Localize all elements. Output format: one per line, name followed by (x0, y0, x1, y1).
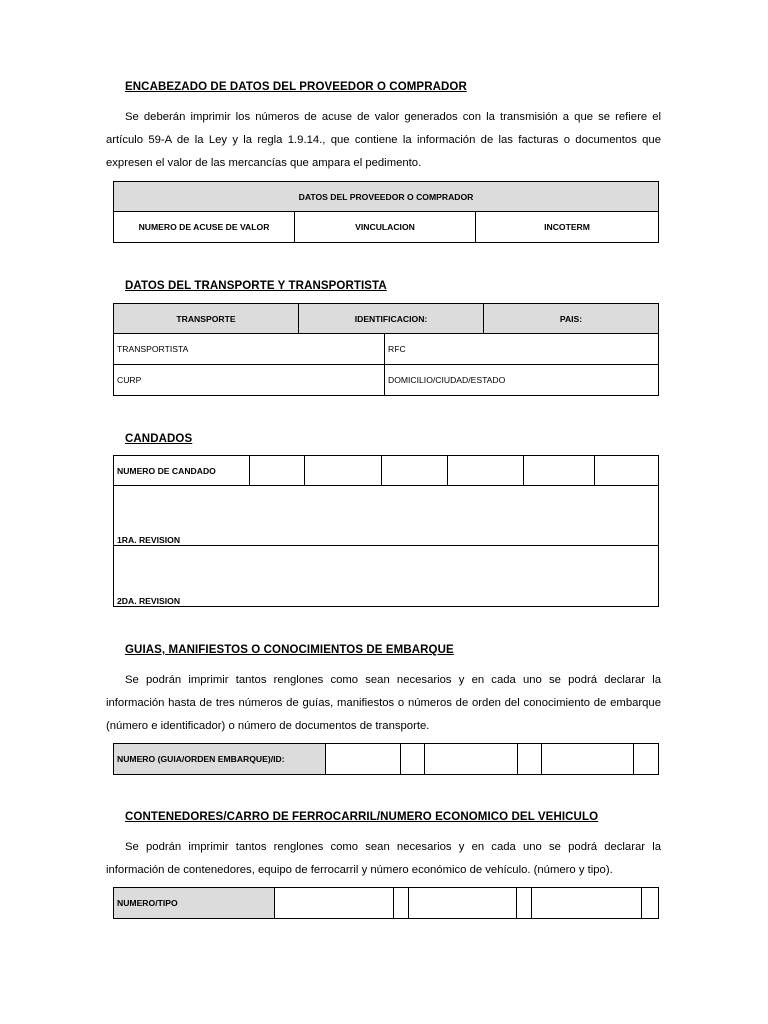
contenedor-cell-6 (642, 888, 659, 919)
candado-cell-5 (524, 456, 595, 486)
column-incoterm: INCOTERM (476, 212, 659, 243)
section-heading-transporte: DATOS DEL TRANSPORTE Y TRANSPORTISTA (125, 280, 387, 292)
candado-cell-1 (250, 456, 305, 486)
paragraph-text: Se podrán imprimir tantos renglones como sean necesarios y en cada uno se podrá declarar la información de contenedores, equipo de ferrocarril y número económico de vehículo. (número y tipo). (106, 841, 661, 876)
guia-cell-5 (542, 744, 634, 775)
paragraph-text: Se deberán imprimir los números de acuse de valor generados con la transmisión a que se refiere el artículo 59-A de la Ley y la regla 1.9.14., que contiene la información de las facturas o documentos que expresen el valor de las mercancías que ampara el pedimento. (106, 111, 661, 169)
guia-cell-1 (326, 744, 401, 775)
table-title: DATOS DEL PROVEEDOR O COMPRADOR (114, 182, 659, 212)
candado-cell-6 (595, 456, 659, 486)
column-vinculacion: VINCULACION (295, 212, 476, 243)
paragraph-acuse-valor (106, 106, 661, 175)
table-guias (113, 743, 659, 775)
guia-cell-3 (425, 744, 518, 775)
section-heading-candados: CANDADOS (125, 433, 193, 445)
label-numero-tipo: NUMERO/TIPO (114, 888, 275, 919)
label-numero-candado: NUMERO DE CANDADO (114, 456, 250, 486)
section-heading-proveedor: ENCABEZADO DE DATOS DEL PROVEEDOR O COMPRADOR (125, 81, 467, 93)
table-proveedor-comprador (113, 181, 659, 243)
candado-cell-3 (382, 456, 448, 486)
guia-cell-6 (634, 744, 659, 775)
candado-cell-2 (305, 456, 382, 486)
label-primera-revision: 1RA. REVISION (114, 486, 659, 546)
table-candados (113, 455, 659, 607)
contenedor-cell-4 (517, 888, 532, 919)
paragraph-text: Se podrán imprimir tantos renglones como sean necesarios y en cada uno se podrá declarar la información hasta de tres números de guías, manifiestos o números de orden del conocimiento de embarque (número e identificador) o número de documentos de transporte. (106, 674, 661, 732)
candado-cell-4 (448, 456, 524, 486)
paragraph-guias (106, 669, 661, 738)
contenedor-cell-2 (394, 888, 409, 919)
header-pais: PAIS: (484, 304, 659, 334)
contenedor-cell-1 (275, 888, 394, 919)
section-heading-contenedores: CONTENEDORES/CARRO DE FERROCARRIL/NUMERO ECONOMICO DEL VEHICULO (125, 811, 599, 823)
guia-cell-2 (401, 744, 425, 775)
label-numero-guia: NUMERO (GUIA/ORDEN EMBARQUE)/ID: (114, 744, 326, 775)
field-transportista: TRANSPORTISTA (114, 334, 385, 365)
field-rfc: RFC (385, 334, 659, 365)
header-transporte: TRANSPORTE (114, 304, 299, 334)
field-domicilio: DOMICILIO/CIUDAD/ESTADO (385, 365, 659, 396)
table-contenedores (113, 887, 659, 919)
contenedor-cell-3 (409, 888, 517, 919)
header-identificacion: IDENTIFICACION: (299, 304, 484, 334)
paragraph-contenedores (106, 836, 661, 882)
guia-cell-4 (518, 744, 542, 775)
section-heading-guias: GUIAS, MANIFIESTOS O CONOCIMIENTOS DE EMBARQUE (125, 644, 454, 656)
contenedor-cell-5 (532, 888, 642, 919)
field-curp: CURP (114, 365, 385, 396)
label-segunda-revision: 2DA. REVISION (114, 546, 659, 607)
column-acuse-valor: NUMERO DE ACUSE DE VALOR (114, 212, 295, 243)
table-transporte (113, 303, 659, 396)
